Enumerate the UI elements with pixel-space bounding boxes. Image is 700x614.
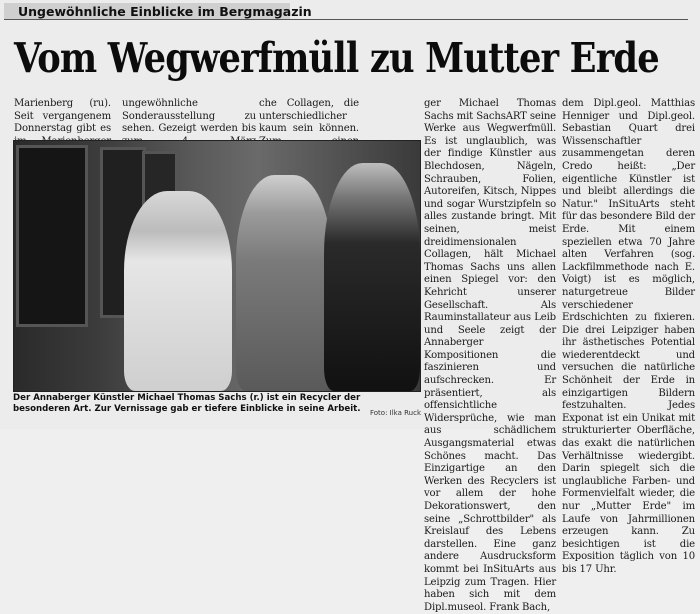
kicker: Ungewöhnliche Einblicke im Bergmagazin <box>4 3 290 20</box>
body-column-3: che Collagen, die unterschiedlicher kaum sein können. <box>259 98 359 135</box>
headline: Vom Wegwerfmüll zu Mutter Erde <box>14 34 659 82</box>
article-photo <box>13 140 421 392</box>
body-column-1: Marienberg (ru). Seit vergangenem Donnerstag gibt es <box>14 98 111 135</box>
body-column-5: dem Dipl.geol. Matthias Henniger und Dipl.geol. Sebastian Quart drei Wissenschaftler zusammengetan deren Credo heißt: „Der eigentliche Künstler ist und bleibt allerdings die Natur." InSituArts steht für das besondere Bild der Erde. Mit einem speziellen etwa 70 Jahre alten Verfahren (sog. Lackfilmmethode nach E. Voigt) ist es möglich, naturgetreue Bilder verschiedener Erdschichten zu fixieren. Die drei Leipziger haben ihr ästhetisches Potential wiederentdeckt und versuchen die natürliche Schönheit der Erde in einzigartigen Bildern festzuhalten. Jedes Exponat ist ein Unikat mit strukturierter Oberfläche, das exakt die natürlichen Verhältnisse wiedergibt. Darin spiegelt sich die unglaubliche Farben- und Formenvielfalt wieder, die nur „Mutter Erde" im Laufe von Jahrmillionen erzeugen kann. Zu besichtigen ist die Exposition täglich von 10 bis 17 Uhr. <box>562 98 695 575</box>
person-woman <box>124 191 232 391</box>
photo-caption: Der Annaberger Künstler Michael Thomas Sachs (r.) ist ein Recycler der besonderen Art. Zur Vernissage gab er tiefere Einblicke in seine Arbeit. <box>13 393 361 414</box>
photo-credit: Foto: Ilka Ruck <box>370 409 422 417</box>
artwork-frame-left <box>16 145 88 327</box>
body-column-4: ger Michael Thomas Sachs mit SachsART seine Werke aus Wegwerfmüll. Es ist unglaublich, was der findige Künstler aus Blechdosen, Nägeln, Schrauben, Folien, Autoreifen, Kitsch, Nippes und sogar Wurstzipfeln so alles zustande bringt. Mit seinen, meist dreidimensionalen Collagen, hält Michael Thomas Sachs uns allen einen Spiegel vor: den Kehricht unserer Gesellschaft. Als Rauminstallateur aus Leib und Seele zeigt der Annaberger Kompositionen die faszinieren und aufschrecken. Er präsentiert, als offensichtliche Widersprüche, wie man aus schädlichem Ausgangsmaterial etwas Schönes macht. Das Einzigartige an den Werken des Recyclers ist vor allem der hohe Dekorationswert, den seine „Schrottbilder" als Kreislauf des Lebens darstellen. Eine ganz andere Ausdrucksform kommt bei InSituArts aus Leipzig zum Tragen. Hier haben sich mit dem Dipl.museol. Frank Bach, <box>424 98 556 613</box>
person-man-middle <box>236 175 332 391</box>
kicker-rule <box>290 19 688 20</box>
body-column-2: ungewöhnliche Sonderausstellung zu sehen. Gezeigt werden bis <box>122 98 256 135</box>
person-man-artist <box>324 163 420 391</box>
